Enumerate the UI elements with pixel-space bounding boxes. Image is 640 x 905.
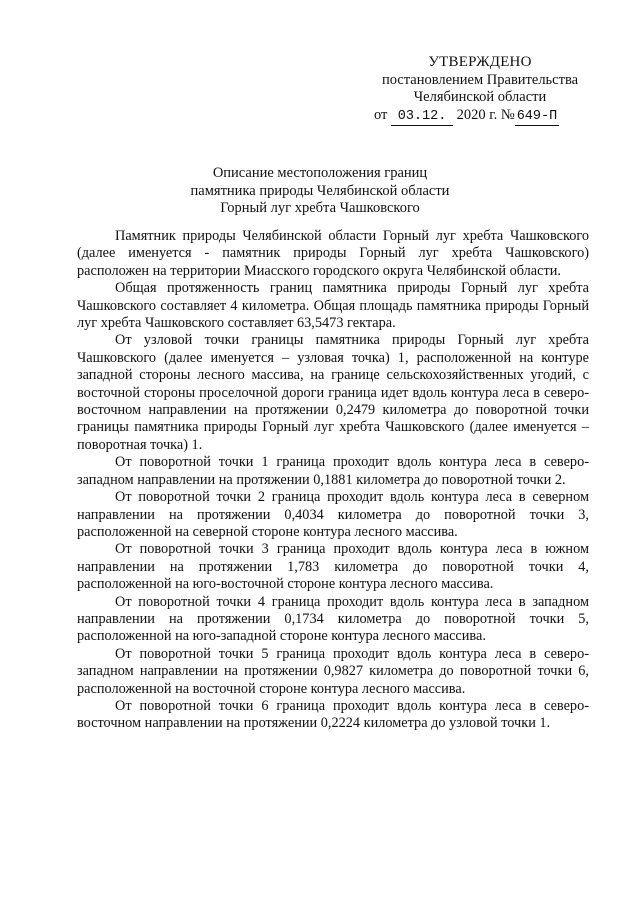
paragraph-5: От поворотной точки 2 граница проходит вдоль контура леса в северном направлении на протяжении 0,4034 километра до поворотной точки 3, расположенной на северной стороне контура лесного массива. — [77, 489, 589, 540]
approval-line-2: Челябинской области — [413, 89, 547, 105]
paragraph-2: Общая протяженность границ памятника природы Горный луг хребта Чашковского составляет 4 километра. Общая площадь памятника природы Горный луг хребта Чашковского составляет 63,5473 гектара. — [77, 280, 589, 332]
title-line-2: памятника природы Челябинской области — [190, 182, 450, 199]
handwritten-date: 03.12. — [391, 108, 453, 127]
paragraph-6: От поворотной точки 3 граница проходит вдоль контура леса в южном направлении на протяжении 1,783 километра до поворотной точки 4, расположенной на юго-восточной стороне контура лесного массива. — [77, 541, 589, 593]
title-line-3: Горный луг хребта Чашковского — [220, 200, 420, 216]
paragraph-3: От узловой точки границы памятника природы Горный луг хребта Чашковского (далее именуется – узловая точка) 1, расположенной на контуре западной стороны лесного массива, на границе сельскохозяйственных угодий, с восточной стороны проселочной дороги граница идет вдоль контура леса в северо-восточном направлении на протяжении 0,2479 километра до поворотной точки границы памятника природы Горный луг хребта Чашковского (далее именуется – поворотная точка) 1. — [77, 332, 589, 453]
approval-stamp — [370, 54, 590, 126]
approval-date-line — [370, 107, 590, 127]
paragraph-7: От поворотной точки 4 граница проходит вдоль контура леса в западном направлении на протяжении 0,1734 километра до поворотной точки 5, расположенной на юго-западной стороне контура лесного массива. — [77, 593, 589, 645]
handwritten-number: 649-П — [515, 108, 559, 127]
title-line-1: Описание местоположения границ — [212, 165, 428, 181]
paragraph-9: От поворотной точки 6 граница проходит вдоль контура леса в северо-восточном направлении на протяжении 0,2224 километра до узловой точки 1. — [77, 697, 589, 732]
approval-heading: УТВЕРЖДЕНО — [428, 54, 532, 70]
document-title — [150, 165, 490, 218]
approval-line-1: постановлением Правительства — [381, 71, 579, 88]
document-body — [77, 228, 589, 733]
paragraph-4: От поворотной точки 1 граница проходит вдоль контура леса в северо-западном направлении на протяжении 0,1881 километра до поворотной точки 2. — [77, 454, 589, 488]
paragraph-1: Памятник природы Челябинской области Горный луг хребта Чашковского (далее именуется - памятник природы Горный луг хребта Чашковского) расположен на территории Миасского городского округа Челябинской области. — [77, 228, 589, 279]
date-prefix: от — [374, 106, 388, 123]
paragraph-8: От поворотной точки 5 граница проходит вдоль контура леса в северо-западном направлении на протяжении 0,9827 километра до поворотной точки 6, расположенной на восточной стороне контура лесного массива. — [77, 645, 589, 697]
year-text: 2020 г. № — [456, 106, 515, 123]
